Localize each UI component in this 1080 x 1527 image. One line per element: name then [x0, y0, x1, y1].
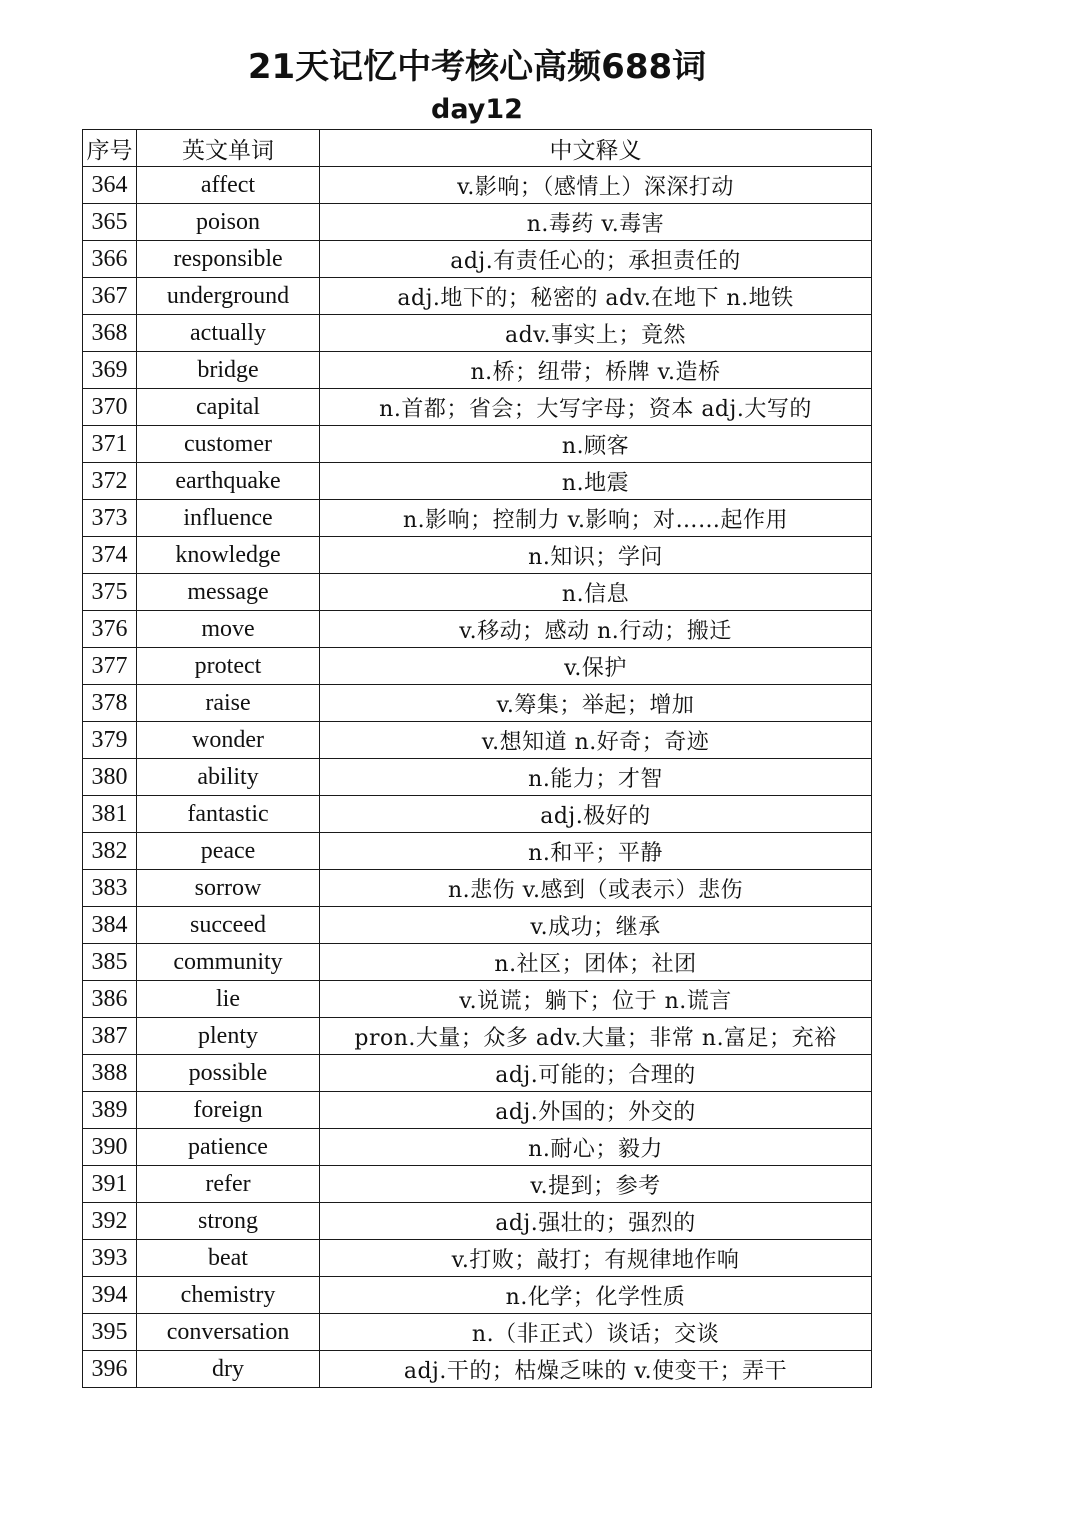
table-row — [83, 1203, 872, 1240]
chinese-meaning: n.（非正式）谈话；交谈 — [320, 1314, 872, 1351]
english-word: possible — [137, 1055, 320, 1092]
table-row — [83, 537, 872, 574]
english-word: knowledge — [137, 537, 320, 574]
english-word: fantastic — [137, 796, 320, 833]
english-word: affect — [137, 167, 320, 204]
row-number: 389 — [83, 1092, 137, 1129]
vocabulary-table-body — [83, 167, 872, 1388]
table-row — [83, 759, 872, 796]
row-number: 388 — [83, 1055, 137, 1092]
english-word: plenty — [137, 1018, 320, 1055]
chinese-meaning: v.移动；感动 n.行动；搬迁 — [320, 611, 872, 648]
table-row — [83, 315, 872, 352]
chinese-meaning: n.耐心；毅力 — [320, 1129, 872, 1166]
english-word: poison — [137, 204, 320, 241]
english-word: capital — [137, 389, 320, 426]
row-number: 373 — [83, 500, 137, 537]
chinese-meaning: v.想知道 n.好奇；奇迹 — [320, 722, 872, 759]
table-row — [83, 907, 872, 944]
english-word: underground — [137, 278, 320, 315]
row-number: 372 — [83, 463, 137, 500]
page-title: 21天记忆中考核心高频688词 — [247, 47, 707, 87]
row-number: 385 — [83, 944, 137, 981]
row-number: 379 — [83, 722, 137, 759]
table-row — [83, 426, 872, 463]
chinese-meaning: v.说谎；躺下；位于 n.谎言 — [320, 981, 872, 1018]
row-number: 371 — [83, 426, 137, 463]
row-number: 376 — [83, 611, 137, 648]
row-number: 377 — [83, 648, 137, 685]
chinese-meaning: pron.大量；众多 adv.大量；非常 n.富足；充裕 — [320, 1018, 872, 1055]
english-word: customer — [137, 426, 320, 463]
chinese-meaning: n.影响；控制力 v.影响；对……起作用 — [320, 500, 872, 537]
vocabulary-table — [82, 129, 872, 1388]
english-word: foreign — [137, 1092, 320, 1129]
english-word: move — [137, 611, 320, 648]
row-number: 374 — [83, 537, 137, 574]
table-row — [83, 389, 872, 426]
chinese-meaning: n.知识；学问 — [320, 537, 872, 574]
chinese-meaning: v.筹集；举起；增加 — [320, 685, 872, 722]
chinese-meaning: adj.地下的；秘密的 adv.在地下 n.地铁 — [320, 278, 872, 315]
table-row — [83, 1277, 872, 1314]
english-word: protect — [137, 648, 320, 685]
row-number: 393 — [83, 1240, 137, 1277]
table-row — [83, 685, 872, 722]
table-row — [83, 241, 872, 278]
row-number: 367 — [83, 278, 137, 315]
english-word: beat — [137, 1240, 320, 1277]
header-english-word: 英文单词 — [137, 130, 320, 167]
row-number: 366 — [83, 241, 137, 278]
row-number: 382 — [83, 833, 137, 870]
english-word: message — [137, 574, 320, 611]
chinese-meaning: v.保护 — [320, 648, 872, 685]
table-row — [83, 648, 872, 685]
table-row — [83, 981, 872, 1018]
english-word: wonder — [137, 722, 320, 759]
chinese-meaning: adv.事实上；竟然 — [320, 315, 872, 352]
chinese-meaning: n.和平；平静 — [320, 833, 872, 870]
chinese-meaning: v.提到；参考 — [320, 1166, 872, 1203]
english-word: strong — [137, 1203, 320, 1240]
table-row — [83, 870, 872, 907]
row-number: 392 — [83, 1203, 137, 1240]
english-word: lie — [137, 981, 320, 1018]
table-row — [83, 722, 872, 759]
row-number: 387 — [83, 1018, 137, 1055]
row-number: 364 — [83, 167, 137, 204]
table-row — [83, 500, 872, 537]
english-word: influence — [137, 500, 320, 537]
header-chinese-meaning: 中文释义 — [320, 130, 872, 167]
table-row — [83, 352, 872, 389]
english-word: refer — [137, 1166, 320, 1203]
chinese-meaning: n.能力；才智 — [320, 759, 872, 796]
english-word: actually — [137, 315, 320, 352]
chinese-meaning: adj.极好的 — [320, 796, 872, 833]
table-row — [83, 796, 872, 833]
chinese-meaning: v.影响；（感情上）深深打动 — [320, 167, 872, 204]
chinese-meaning: adj.有责任心的；承担责任的 — [320, 241, 872, 278]
row-number: 378 — [83, 685, 137, 722]
header-number: 序号 — [83, 130, 137, 167]
chinese-meaning: v.成功；继承 — [320, 907, 872, 944]
row-number: 370 — [83, 389, 137, 426]
chinese-meaning: adj.干的；枯燥乏味的 v.使变干；弄干 — [320, 1351, 872, 1388]
chinese-meaning: n.桥；纽带；桥牌 v.造桥 — [320, 352, 872, 389]
table-row — [83, 944, 872, 981]
table-row — [83, 1092, 872, 1129]
chinese-meaning: n.化学；化学性质 — [320, 1277, 872, 1314]
table-row — [83, 1055, 872, 1092]
row-number: 365 — [83, 204, 137, 241]
chinese-meaning: adj.可能的；合理的 — [320, 1055, 872, 1092]
table-row — [83, 1018, 872, 1055]
table-row — [83, 1314, 872, 1351]
english-word: ability — [137, 759, 320, 796]
row-number: 381 — [83, 796, 137, 833]
table-row — [83, 611, 872, 648]
table-row — [83, 1166, 872, 1203]
chinese-meaning: n.社区；团体；社团 — [320, 944, 872, 981]
row-number: 394 — [83, 1277, 137, 1314]
row-number: 383 — [83, 870, 137, 907]
english-word: dry — [137, 1351, 320, 1388]
table-row — [83, 1129, 872, 1166]
table-row — [83, 574, 872, 611]
row-number: 395 — [83, 1314, 137, 1351]
table-row — [83, 463, 872, 500]
english-word: patience — [137, 1129, 320, 1166]
english-word: peace — [137, 833, 320, 870]
chinese-meaning: adj.强壮的；强烈的 — [320, 1203, 872, 1240]
english-word: earthquake — [137, 463, 320, 500]
chinese-meaning: adj.外国的；外交的 — [320, 1092, 872, 1129]
row-number: 391 — [83, 1166, 137, 1203]
chinese-meaning: n.首都；省会；大写字母；资本 adj.大写的 — [320, 389, 872, 426]
row-number: 396 — [83, 1351, 137, 1388]
row-number: 368 — [83, 315, 137, 352]
table-row — [83, 833, 872, 870]
chinese-meaning: v.打败；敲打；有规律地作响 — [320, 1240, 872, 1277]
page-subtitle: day12 — [431, 94, 523, 125]
chinese-meaning: n.顾客 — [320, 426, 872, 463]
row-number: 375 — [83, 574, 137, 611]
english-word: conversation — [137, 1314, 320, 1351]
chinese-meaning: n.地震 — [320, 463, 872, 500]
english-word: responsible — [137, 241, 320, 278]
table-row — [83, 167, 872, 204]
row-number: 380 — [83, 759, 137, 796]
table-row — [83, 1240, 872, 1277]
table-header-row — [83, 130, 872, 167]
table-row — [83, 1351, 872, 1388]
table-row — [83, 204, 872, 241]
row-number: 390 — [83, 1129, 137, 1166]
table-row — [83, 278, 872, 315]
english-word: chemistry — [137, 1277, 320, 1314]
english-word: sorrow — [137, 870, 320, 907]
row-number: 386 — [83, 981, 137, 1018]
english-word: raise — [137, 685, 320, 722]
chinese-meaning: n.信息 — [320, 574, 872, 611]
english-word: community — [137, 944, 320, 981]
english-word: bridge — [137, 352, 320, 389]
row-number: 369 — [83, 352, 137, 389]
english-word: succeed — [137, 907, 320, 944]
row-number: 384 — [83, 907, 137, 944]
chinese-meaning: n.毒药 v.毒害 — [320, 204, 872, 241]
chinese-meaning: n.悲伤 v.感到（或表示）悲伤 — [320, 870, 872, 907]
